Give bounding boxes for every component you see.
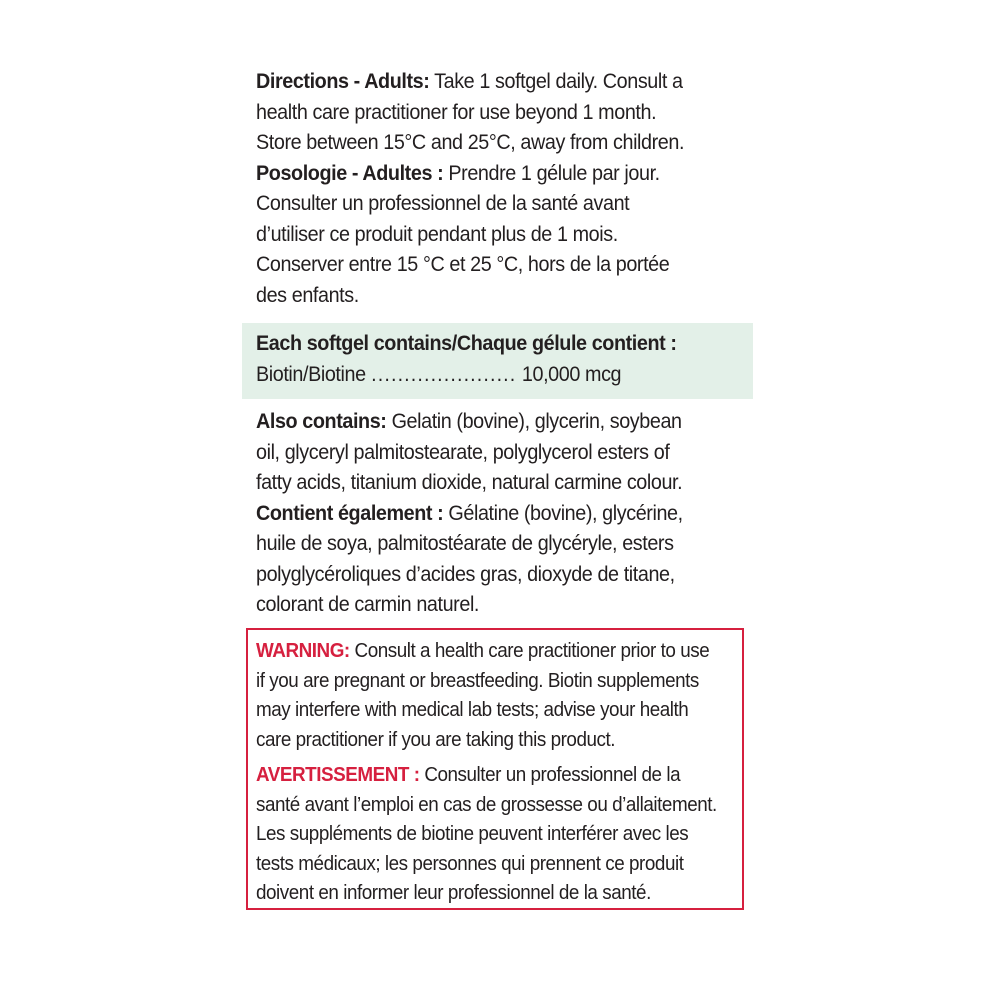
- warning-en-line-1: [256, 636, 757, 666]
- also-contains-en-line-2: oil, glyceryl palmitostearate, polyglycerol esters of: [256, 439, 670, 464]
- warning-box: [246, 628, 744, 910]
- also-contains-section: [256, 406, 757, 620]
- directions-en-line-3: Store between 15°C and 25°C, away from children.: [256, 130, 685, 154]
- supplement-facts-content: [256, 328, 757, 389]
- warning-content: [256, 636, 801, 908]
- ingredient-name: Biotin/Biotine: [256, 361, 366, 386]
- also-contains-fr-line-2: huile de soya, palmitostéarate de glycéryle, esters: [256, 531, 674, 555]
- warning-fr: [256, 760, 757, 908]
- warning-fr-label: AVERTISSEMENT :: [256, 763, 420, 786]
- directions-en-line-2: health care practitioner for use beyond 1 month.: [256, 99, 657, 124]
- warning-fr-line-2: santé avant l’emploi en cas de grossesse ou d’allaitement.: [256, 792, 717, 816]
- also-contains-en-line-1: [256, 406, 757, 437]
- warning-en: [256, 636, 757, 754]
- also-contains-en-label: Also contains:: [256, 409, 387, 433]
- directions-fr-line-3: d’utiliser ce produit pendant plus de 1 mois.: [256, 221, 618, 246]
- warning-fr-line-5: doivent en informer leur professionnel de la santé.: [256, 881, 651, 904]
- also-contains-fr-text: Gélatine (bovine), glycérine,: [443, 500, 683, 525]
- also-contains-fr-line-4: colorant de carmin naturel.: [256, 592, 480, 616]
- warning-en-line-4: care practitioner if you are taking this product.: [256, 727, 616, 751]
- warning-fr-line-1: [256, 760, 757, 790]
- also-contains-fr-label: Contient également :: [256, 500, 444, 525]
- warning-en-line-3: may interfere with medical lab tests; advise your health: [256, 698, 689, 721]
- warning-fr-line-3: Les suppléments de biotine peuvent interférer avec les: [256, 822, 689, 845]
- directions-en-line-1: [256, 66, 757, 97]
- directions-section: [256, 66, 757, 310]
- ingredient-amount: 10,000 mcg: [521, 361, 622, 386]
- warning-fr-line-4: tests médicaux; les personnes qui prennent ce produit: [256, 851, 684, 875]
- directions-fr-text: Prendre 1 gélule par jour.: [443, 160, 660, 185]
- also-contains-en-text: Gelatin (bovine), glycerin, soybean: [386, 409, 682, 433]
- leader-dots: ......................: [371, 361, 517, 386]
- also-contains-fr-line-3: polyglycéroliques d’acides gras, dioxyde de titane,: [256, 561, 675, 586]
- supplement-facts-row: [256, 359, 757, 390]
- also-contains-fr-line-1: [256, 498, 757, 529]
- supplement-facts-heading: Each softgel contains/Chaque gélule contient :: [256, 331, 677, 355]
- directions-fr-line-2: Consulter un professionnel de la santé avant: [256, 191, 630, 215]
- directions-fr-label: Posologie - Adultes :: [256, 160, 444, 185]
- directions-en-text: Take 1 softgel daily. Consult a: [429, 69, 683, 93]
- directions-en-label: Directions - Adults:: [256, 69, 430, 93]
- directions-fr-line-5: des enfants.: [256, 282, 359, 307]
- warning-en-text: Consult a health care practitioner prior to use: [349, 639, 710, 662]
- product-label-panel: [256, 66, 756, 904]
- supplement-facts-box: [242, 323, 753, 399]
- warning-en-line-2: if you are pregnant or breastfeeding. Biotin supplements: [256, 668, 699, 692]
- warning-en-label: WARNING:: [256, 639, 350, 662]
- directions-fr-line-4: Conserver entre 15 °C et 25 °C, hors de la portée: [256, 252, 670, 276]
- also-contains-en-line-3: fatty acids, titanium dioxide, natural carmine colour.: [256, 470, 683, 494]
- warning-fr-text: Consulter un professionnel de la: [419, 763, 681, 786]
- directions-fr-line-1: [256, 158, 757, 189]
